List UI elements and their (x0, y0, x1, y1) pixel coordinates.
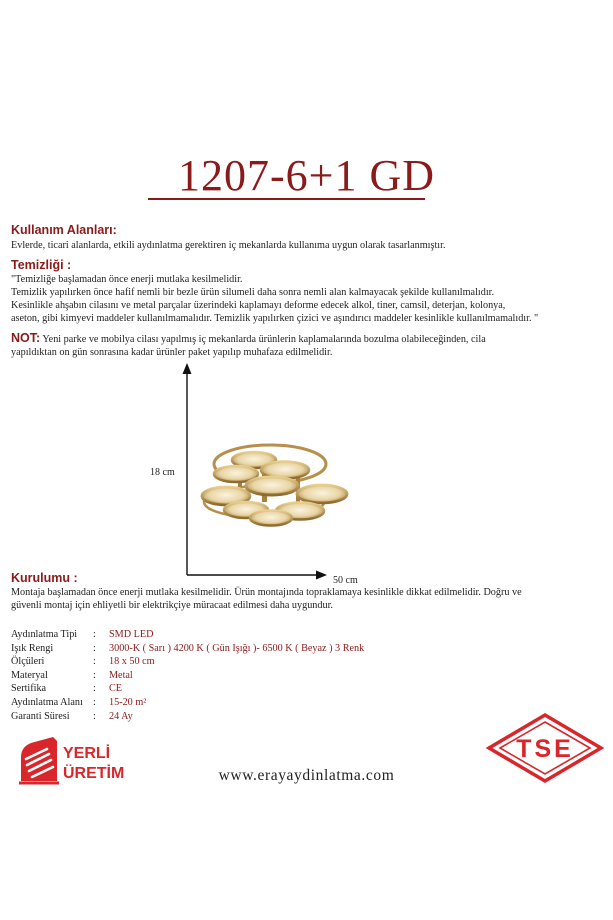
cleaning-heading: Temizliği : (11, 258, 72, 272)
spec-value: SMD LED (109, 629, 154, 640)
spec-colon: : (93, 710, 96, 722)
spec-label: Materyal (11, 669, 48, 681)
spec-value: 18 x 50 cm (109, 656, 155, 668)
spec-label: Sertifika (11, 683, 47, 695)
spec-colon: : (93, 669, 96, 681)
width-dimension-label: 50 cm (333, 575, 358, 586)
spec-row (11, 655, 364, 669)
spec-colon: : (93, 642, 96, 654)
website-link[interactable]: www.erayaydinlatma.com (218, 767, 395, 784)
installation-line: Montaja başlamadan önce enerji mutlaka kesilmelidir. Ürün montajında topraklamaya kesinlikle dikkat edilmelidir. Doğru ve (11, 587, 522, 598)
usage-heading: Kullanım Alanları: (11, 223, 117, 237)
product-title: 1207-6+1 GD (177, 151, 436, 200)
width-arrow-head (316, 571, 327, 580)
spec-value: CE (109, 683, 123, 695)
spec-colon: : (93, 696, 96, 708)
title-underline (148, 198, 425, 200)
uretim-text: ÜRETİM (63, 765, 125, 782)
spec-colon: : (93, 656, 96, 668)
cleaning-line: Temizlik yapılırken önce hafif nemli bir bezle ürün silumeli daha sonra nemli alan kalmayacak şekilde kullanılmalıdır. (11, 287, 495, 299)
cleaning-line: Kesinlikle ahşabın cilasını ve metal parçalar üzerindeki kaplamayı deforme edecek alkol, tiner, camsil, deterjan, kolonya, (11, 300, 506, 312)
spec-colon: : (93, 629, 96, 640)
spec-label: Işık Rengi (11, 642, 54, 654)
height-dimension-label: 18 cm (150, 467, 175, 478)
spec-row (11, 682, 364, 696)
cleaning-line: aseton, gibi kimyevi maddeler kullanılmamalıdır. Temizlik yapılırken çizici ve aşındırıcı maddeler kesinlikle kullanılmamalıdır. " (11, 313, 539, 325)
installation-line: güvenli montaj için ehliyetli bir elektrikçiye müracaat edilmesi daha uygundur. (11, 600, 333, 612)
usage-text: Evlerde, ticari alanlarda, etkili aydınlatma gerektiren iç mekanlarda kullanıma uygun olarak tasarlanmıştır. (11, 240, 446, 251)
yerli-text: YERLİ (63, 745, 111, 762)
product-dimension-diagram (0, 358, 613, 590)
spec-colon: : (93, 683, 96, 695)
note-label: NOT: (11, 331, 41, 345)
spec-row (11, 628, 364, 642)
spec-row (11, 710, 364, 724)
spec-value: 15-20 m² (109, 696, 147, 708)
spec-row (11, 696, 364, 710)
spec-label: Aydınlatma Tipi (11, 629, 78, 640)
spec-row (11, 669, 364, 683)
spec-value: 3000-K ( Sarı ) 4200 K ( Gün Işığı )- 6500 K ( Beyaz ) 3 Renk (109, 642, 365, 654)
note-text-2: yapıldıktan on gün sonrasına kadar ürünler paket yapılıp muhafaza edilmelidir. (11, 347, 333, 359)
tse-text: TSE (516, 735, 574, 763)
height-arrow-head (183, 363, 192, 374)
installation-heading: Kurulumu : (11, 571, 78, 585)
installation-text (11, 586, 606, 612)
spec-value: 24 Ay (109, 710, 133, 722)
spec-row (11, 642, 364, 656)
chandelier-illustration (202, 445, 347, 526)
spec-table (11, 628, 364, 723)
spec-label: Aydınlatma Alanı (11, 696, 83, 708)
note-text: Yeni parke ve mobilya cilası yapılmış iç mekanlarda ürünlerin kaplamalarında bozulma olabileceğinden, cila (40, 334, 486, 345)
spec-value: Metal (109, 669, 133, 681)
spec-label: Garanti Süresi (11, 710, 70, 722)
cleaning-line: "Temizliğe başlamadan önce enerji mutlaka kesilmelidir. (11, 274, 243, 285)
note-block (11, 332, 606, 359)
spec-label: Ölçüleri (11, 656, 45, 668)
cleaning-text (11, 273, 611, 325)
